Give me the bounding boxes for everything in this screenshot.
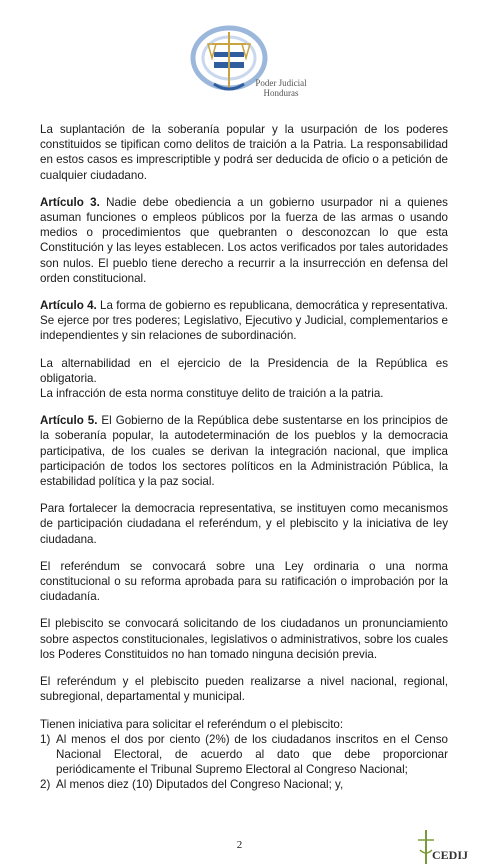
list-item-number: 1) — [40, 732, 51, 746]
list-item-text: Al menos diez (10) Diputados del Congreso Nacional; y, — [56, 778, 344, 792]
document-body — [40, 122, 448, 793]
iniciativa-list — [40, 732, 448, 793]
paragraph-fortalecer: Para fortalecer la democracia representativa, se instituyen como mecanismos de participación ciudadana el referéndum, y el plebiscito y la iniciativa de ley ciudadana. — [40, 502, 448, 546]
article-3-text: Nadie debe obediencia a un gobierno usurpador ni a quienes asuman funciones o empleos públicos por la fuerza de las armas o usando medios o procedimientos que quebranten o desconozcan lo que esta Constitución y las leyes establecen. Los actos verificados por tales autoridades son nulos. El pueblo tiene derecho a recurrir a la insurrección en defensa del orden constitucional. — [40, 195, 448, 285]
list-item — [40, 777, 448, 792]
paragraph-referendum: El referéndum se convocará sobre una Ley ordinaria o una norma constitucional o su reforma aprobada para su ratificación o improbación por la ciudadanía. — [40, 559, 448, 604]
paragraph-alternabilidad: La alternabilidad en el ejercicio de la Presidencia de la República es obligatoria. — [40, 356, 448, 385]
list-item — [40, 732, 448, 778]
paragraph-iniciativa: Tienen iniciativa para solicitar el referéndum o el plebiscito: — [40, 717, 344, 731]
article-5-text: El Gobierno de la República debe sustentarse en los principios de la soberanía popular, la autodeterminación de los pueblos y la democracia participativa, de los cuales se derivan la integración nacional, que implica participación de todos los sectores políticos en la Administración Pública, la estabilidad política y la paz social. — [40, 414, 448, 489]
page-number: 2 — [236, 839, 243, 851]
paragraph-nivel: El referéndum y el plebiscito pueden realizarse a nivel nacional, regional, subregional, departamental y municipal. — [40, 675, 448, 704]
article-5 — [40, 413, 448, 489]
paragraph-suplantacion: La suplantación de la soberanía popular y la usurpación de los poderes constituidos se tipifican como delitos de traición a la Patria. La responsabilidad en estos casos es imprescriptible y podrá ser deducida de oficio o a petición de cualquier ciudadano. — [40, 123, 448, 182]
list-item-text: Al menos el dos por ciento (2%) de los ciudadanos inscritos en el Censo Nacional Electoral, de acuerdo al dato que debe proporcionar periódicamente el Tribunal Supremo Electoral al Congreso Nacional; — [56, 732, 448, 777]
article-3-label: Artículo 3. — [40, 195, 100, 209]
logo-caption-line1: Poder Judicial — [255, 78, 307, 88]
article-3 — [40, 195, 448, 286]
article-5-label: Artículo 5. — [40, 414, 98, 428]
article-4-text: La forma de gobierno es republicana, democrática y representativa. Se ejerce por tres poderes; Legislativo, Ejecutivo y Judicial, complementarios e independientes y sin relaciones de subordinación. — [40, 299, 448, 343]
logo-caption-line2: Honduras — [263, 88, 299, 98]
logo-caption — [246, 78, 316, 98]
list-item-number: 2) — [40, 778, 51, 792]
cedij-label: CEDIJ — [432, 848, 469, 862]
poder-judicial-logo — [186, 22, 272, 112]
article-4-label: Artículo 4. — [40, 299, 97, 313]
article-4 — [40, 298, 448, 344]
paragraph-infraccion: La infracción de esta norma constituye delito de traición a la patria. — [40, 387, 384, 401]
page-header — [0, 0, 479, 118]
paragraph-plebiscito: El plebiscito se convocará solicitando de los ciudadanos un pronunciamiento sobre aspectos constitucionales, legislativos o administrativos, sobre los cuales los Poderes Constituidos no han tomado ninguna decisión previa. — [40, 617, 448, 661]
